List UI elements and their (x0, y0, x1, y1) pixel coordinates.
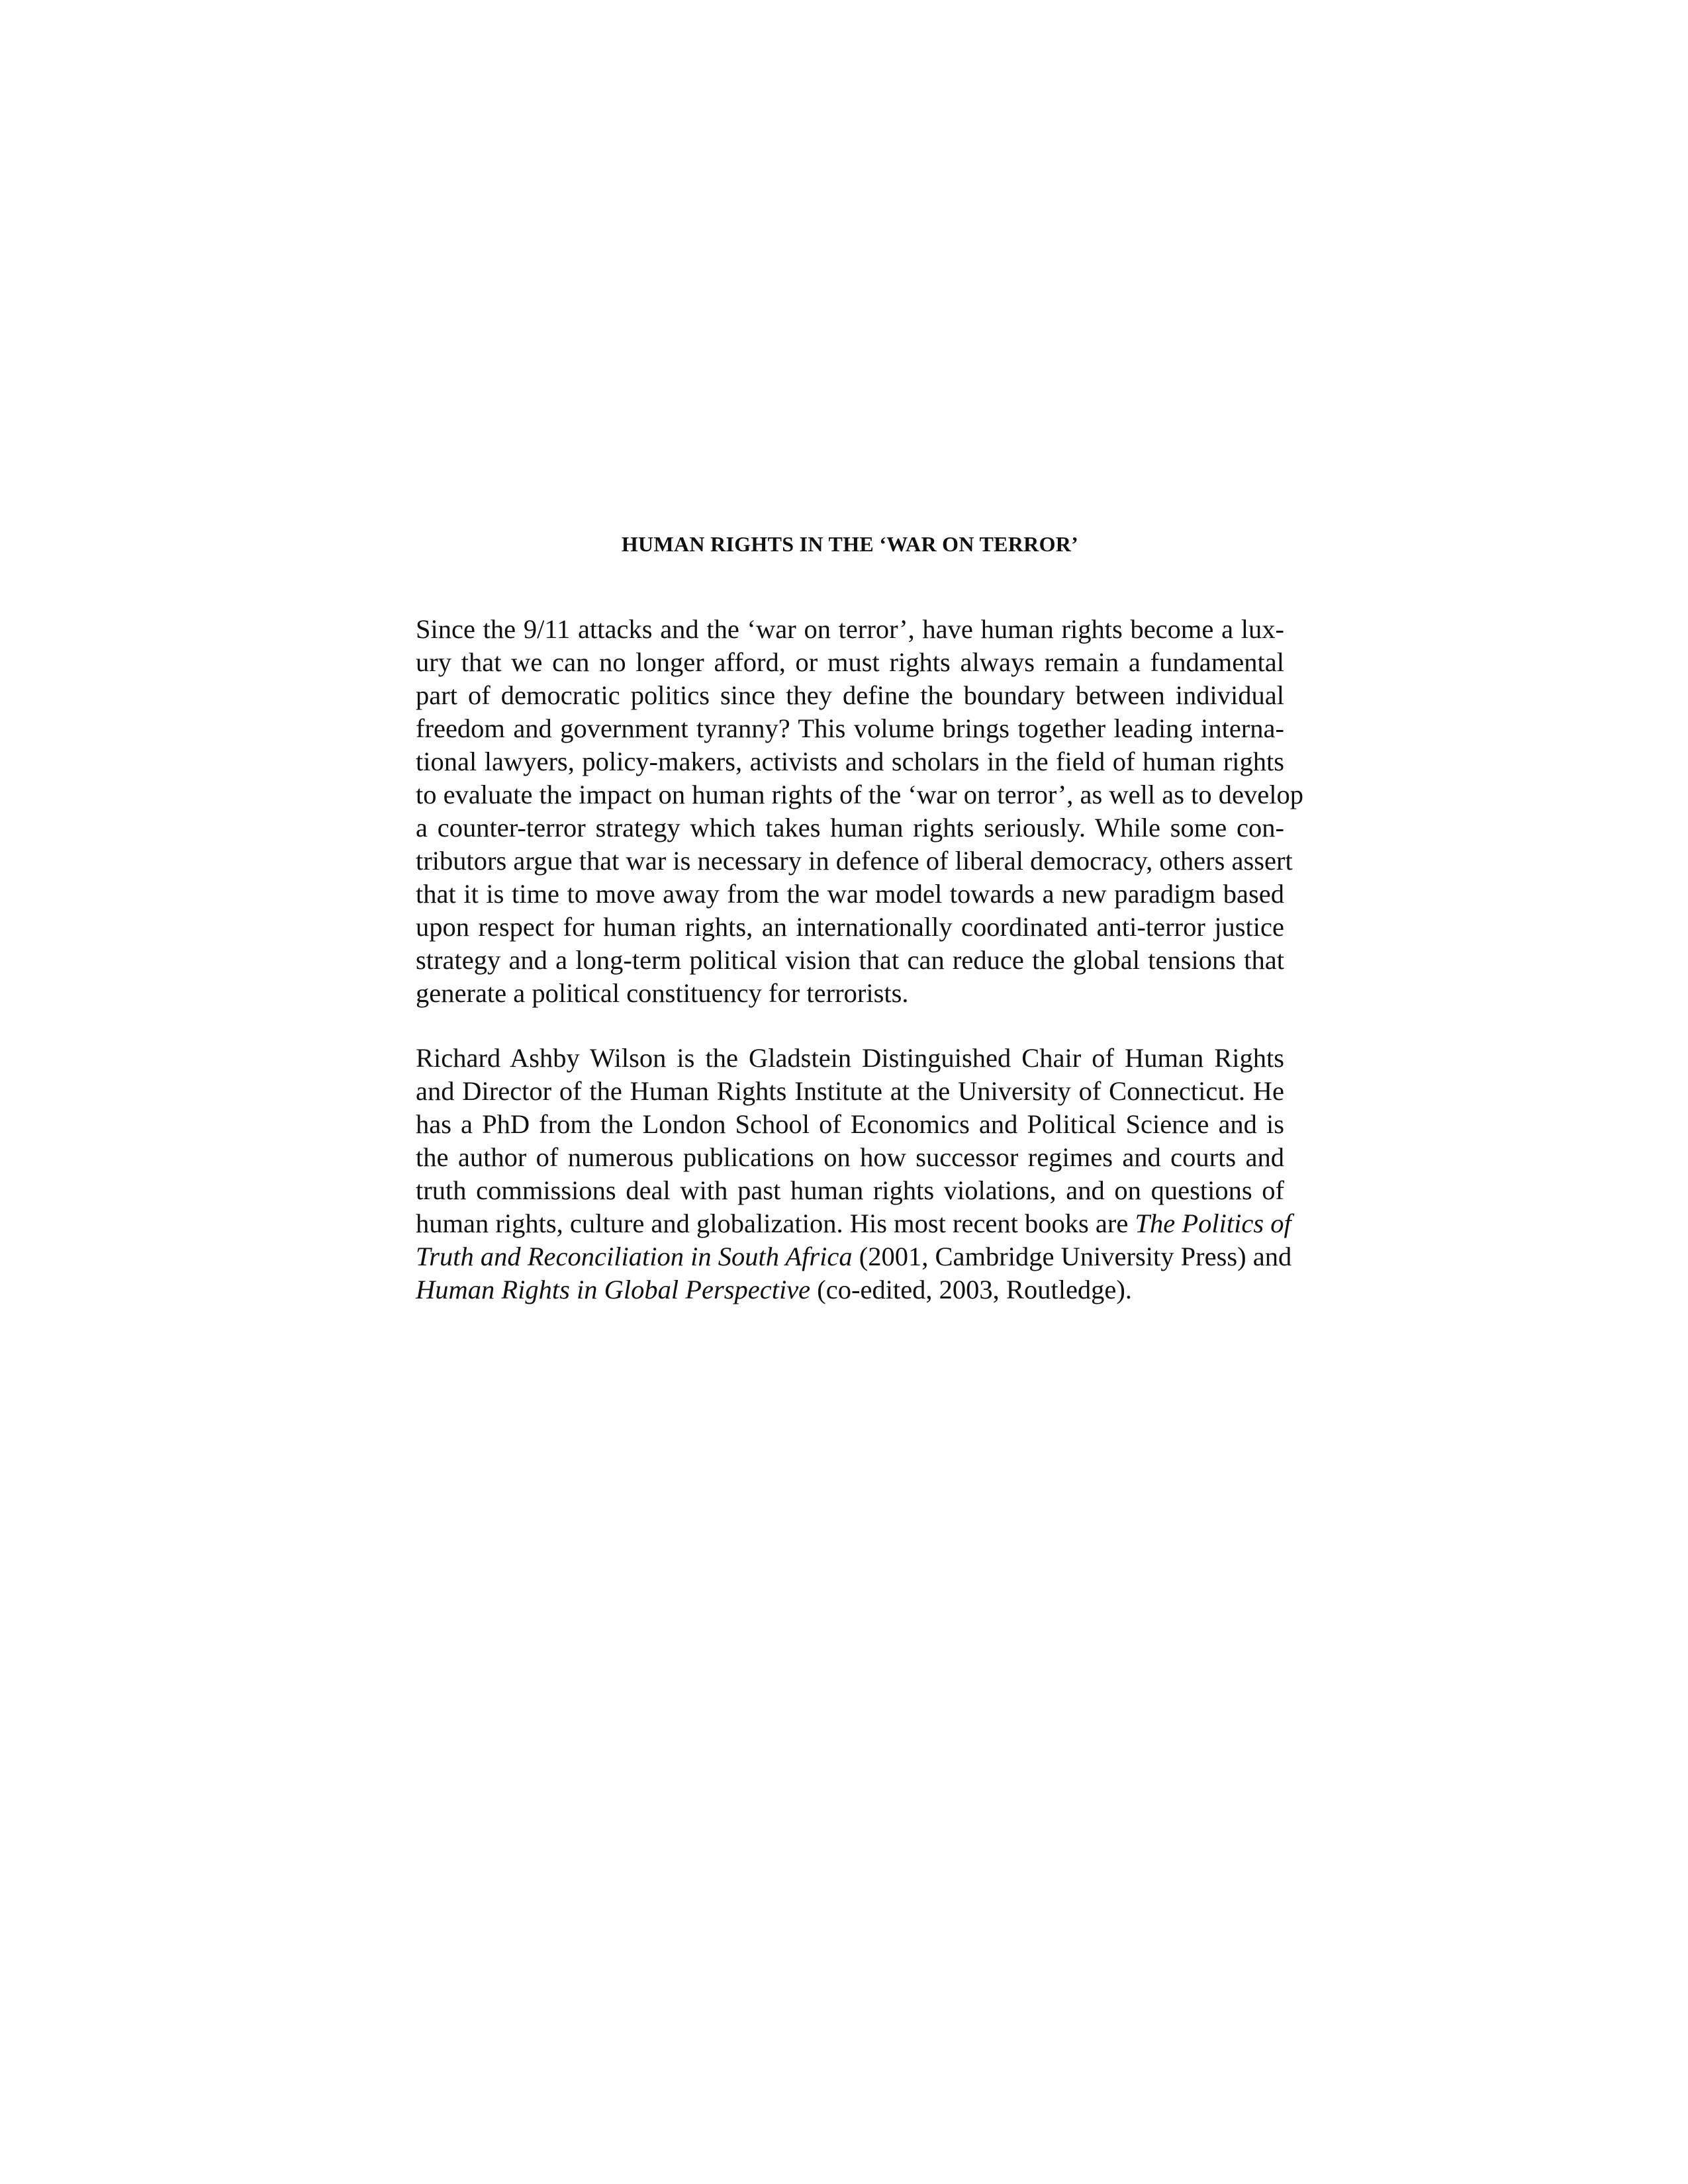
description-paragraph (416, 613, 1303, 1010)
paragraph-line: a counter-terror strategy which takes human rights seriously. While some con- (416, 813, 1284, 842)
bio-text: (co-edited, 2003, Routledge). (810, 1275, 1133, 1304)
paragraph-line: freedom and government tyranny? This volume brings together leading interna- (416, 713, 1284, 743)
paragraph-line: part of democratic politics since they define the boundary between individual (416, 680, 1284, 710)
paragraph-line: strategy and a long-term political vision that can reduce the global tensions that (416, 945, 1284, 975)
paragraph-line: Since the 9/11 attacks and the ‘war on terror’, have human rights become a lux- (416, 614, 1284, 644)
author-bio-paragraph (416, 1042, 1292, 1306)
paragraph-line: ury that we can no longer afford, or must rights always remain a fundamental (416, 647, 1284, 677)
paragraph-line: tributors argue that war is necessary in defence of liberal democracy, others assert (416, 846, 1293, 876)
page-title: HUMAN RIGHTS IN THE ‘WAR ON TERROR’ (621, 532, 1079, 556)
bio-line: has a PhD from the London School of Economics and Political Science and is (416, 1109, 1284, 1139)
bio-text: human rights, culture and globalization. His most recent books are (416, 1208, 1135, 1238)
bio-line: the author of numerous publications on how successor regimes and courts and (416, 1142, 1284, 1172)
bio-line (416, 1240, 1292, 1273)
paragraph-line: to evaluate the impact on human rights of the ‘war on terror’, as well as to develop (416, 780, 1303, 809)
book-title-italic: The Politics of (1135, 1208, 1291, 1238)
paragraph-line: that it is time to move away from the war model towards a new paradigm based (416, 879, 1284, 909)
bio-text: (2001, Cambridge University Press) and (852, 1242, 1292, 1271)
bio-line: truth commissions deal with past human rights violations, and on questions of (416, 1175, 1284, 1205)
bio-line: Richard Ashby Wilson is the Gladstein Distinguished Chair of Human Rights (416, 1043, 1284, 1073)
bio-line: and Director of the Human Rights Institute at the University of Connecticut. He (416, 1076, 1284, 1106)
paragraph-line: generate a political constituency for terrorists. (416, 978, 909, 1008)
paragraph-line: tional lawyers, policy-makers, activists and scholars in the field of human rights (416, 747, 1284, 776)
book-title-italic: Truth and Reconciliation in South Africa (416, 1242, 853, 1271)
bio-line (416, 1207, 1291, 1240)
book-title-italic: Human Rights in Global Perspective (416, 1275, 811, 1304)
bio-line (416, 1273, 1284, 1306)
paragraph-line: upon respect for human rights, an internationally coordinated anti-terror justice (416, 912, 1284, 942)
